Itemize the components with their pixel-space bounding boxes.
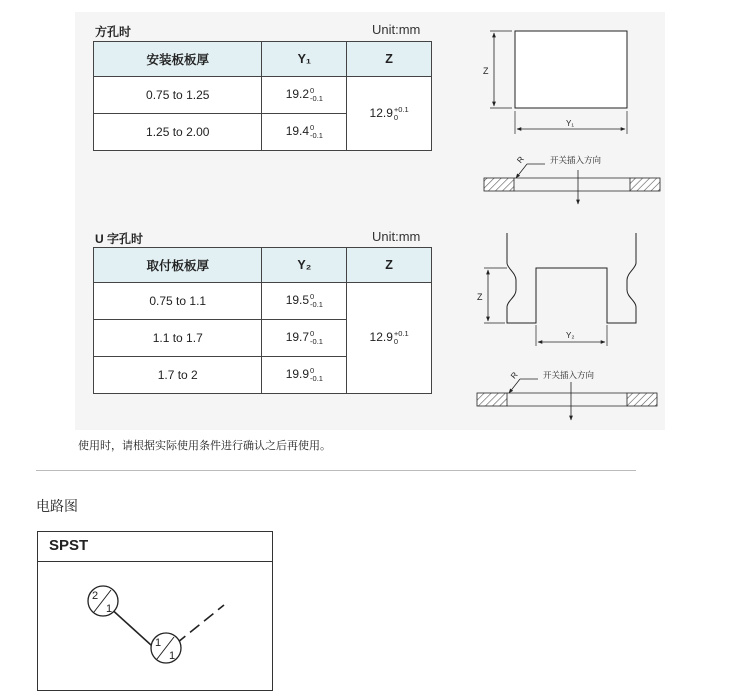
- thickness-cell: 1.7 to 2: [94, 357, 262, 394]
- header-y2: Y₂: [262, 248, 347, 283]
- panel-section-left: [477, 393, 507, 406]
- header-thickness: 取付板板厚: [94, 248, 262, 283]
- y1-value: 19.2: [285, 87, 310, 102]
- thickness-cell: 1.1 to 1.7: [94, 320, 262, 357]
- y2-tol-lower: -0.1: [310, 374, 323, 383]
- header-thickness: 安装板板厚: [94, 42, 262, 77]
- y1-value: 19.4: [285, 124, 310, 139]
- panel-section-right: [630, 178, 660, 191]
- z-tol-lower: 0: [393, 337, 399, 346]
- z-value: 12.9: [369, 105, 393, 120]
- spst-schematic: [38, 562, 272, 690]
- thickness-cell: 0.75 to 1.1: [94, 283, 262, 320]
- thickness-cell: 0.75 to 1.25: [94, 77, 262, 114]
- terminal-lower-top: 1: [155, 637, 162, 649]
- z-label: Z: [483, 66, 489, 76]
- y2-label: Y₂: [566, 331, 575, 340]
- z-value: 12.9: [369, 330, 393, 345]
- terminal-upper-bottom: 1: [106, 603, 113, 615]
- circuit-heading: 电路图: [36, 498, 78, 514]
- section1-title: 方孔时: [95, 25, 132, 39]
- y1-tol-lower: -0.1: [310, 131, 323, 140]
- header-y1: Y₁: [262, 42, 347, 77]
- y1-tol-upper: 0: [310, 86, 315, 95]
- section-divider: [36, 470, 636, 471]
- u-hole-drawing: [477, 233, 657, 420]
- y1-tol-upper: 0: [310, 123, 315, 132]
- panel-section-right: [627, 393, 657, 406]
- r-label: R: [509, 370, 520, 381]
- y2-tol-upper: 0: [310, 329, 315, 338]
- z-tol-upper: +0.1: [393, 329, 409, 338]
- insertion-direction-label: 开关插入方向: [550, 155, 602, 165]
- terminal-lower-bottom: 1: [169, 650, 176, 662]
- terminal-upper-top: 2: [92, 590, 99, 602]
- section1-unit: Unit:mm: [372, 22, 421, 37]
- y2-tol-upper: 0: [310, 366, 315, 375]
- section2-unit: Unit:mm: [372, 229, 421, 244]
- z-tol-lower: 0: [393, 112, 399, 122]
- r-label: R: [515, 154, 526, 165]
- section2-title: U 字孔时: [95, 232, 144, 246]
- spst-title: SPST: [38, 532, 272, 562]
- z-label: Z: [477, 292, 483, 302]
- y2-value: 19.7: [285, 330, 310, 345]
- u-hole-outline: [507, 233, 636, 323]
- z-tol-upper: +0.1: [393, 104, 409, 114]
- panel-section-left: [484, 178, 514, 191]
- y1-tol-lower: -0.1: [310, 94, 323, 103]
- y1-label: Y₁: [566, 119, 575, 128]
- y2-value: 19.5: [285, 293, 310, 308]
- y2-tol-lower: -0.1: [310, 300, 323, 309]
- header-z: Z: [347, 42, 432, 77]
- thickness-cell: 1.25 to 2.00: [94, 114, 262, 151]
- y2-tol-upper: 0: [310, 292, 315, 301]
- y2-value: 19.9: [285, 367, 310, 382]
- square-hole-drawing: [483, 31, 660, 204]
- header-z: Z: [347, 248, 432, 283]
- spst-circuit-box: [37, 531, 273, 691]
- usage-note: 使用时，请根据实际使用条件进行确认之后再使用。: [78, 440, 331, 452]
- square-hole-outline: [515, 31, 627, 108]
- y2-tol-lower: -0.1: [310, 337, 323, 346]
- insertion-direction-label: 开关插入方向: [543, 370, 595, 380]
